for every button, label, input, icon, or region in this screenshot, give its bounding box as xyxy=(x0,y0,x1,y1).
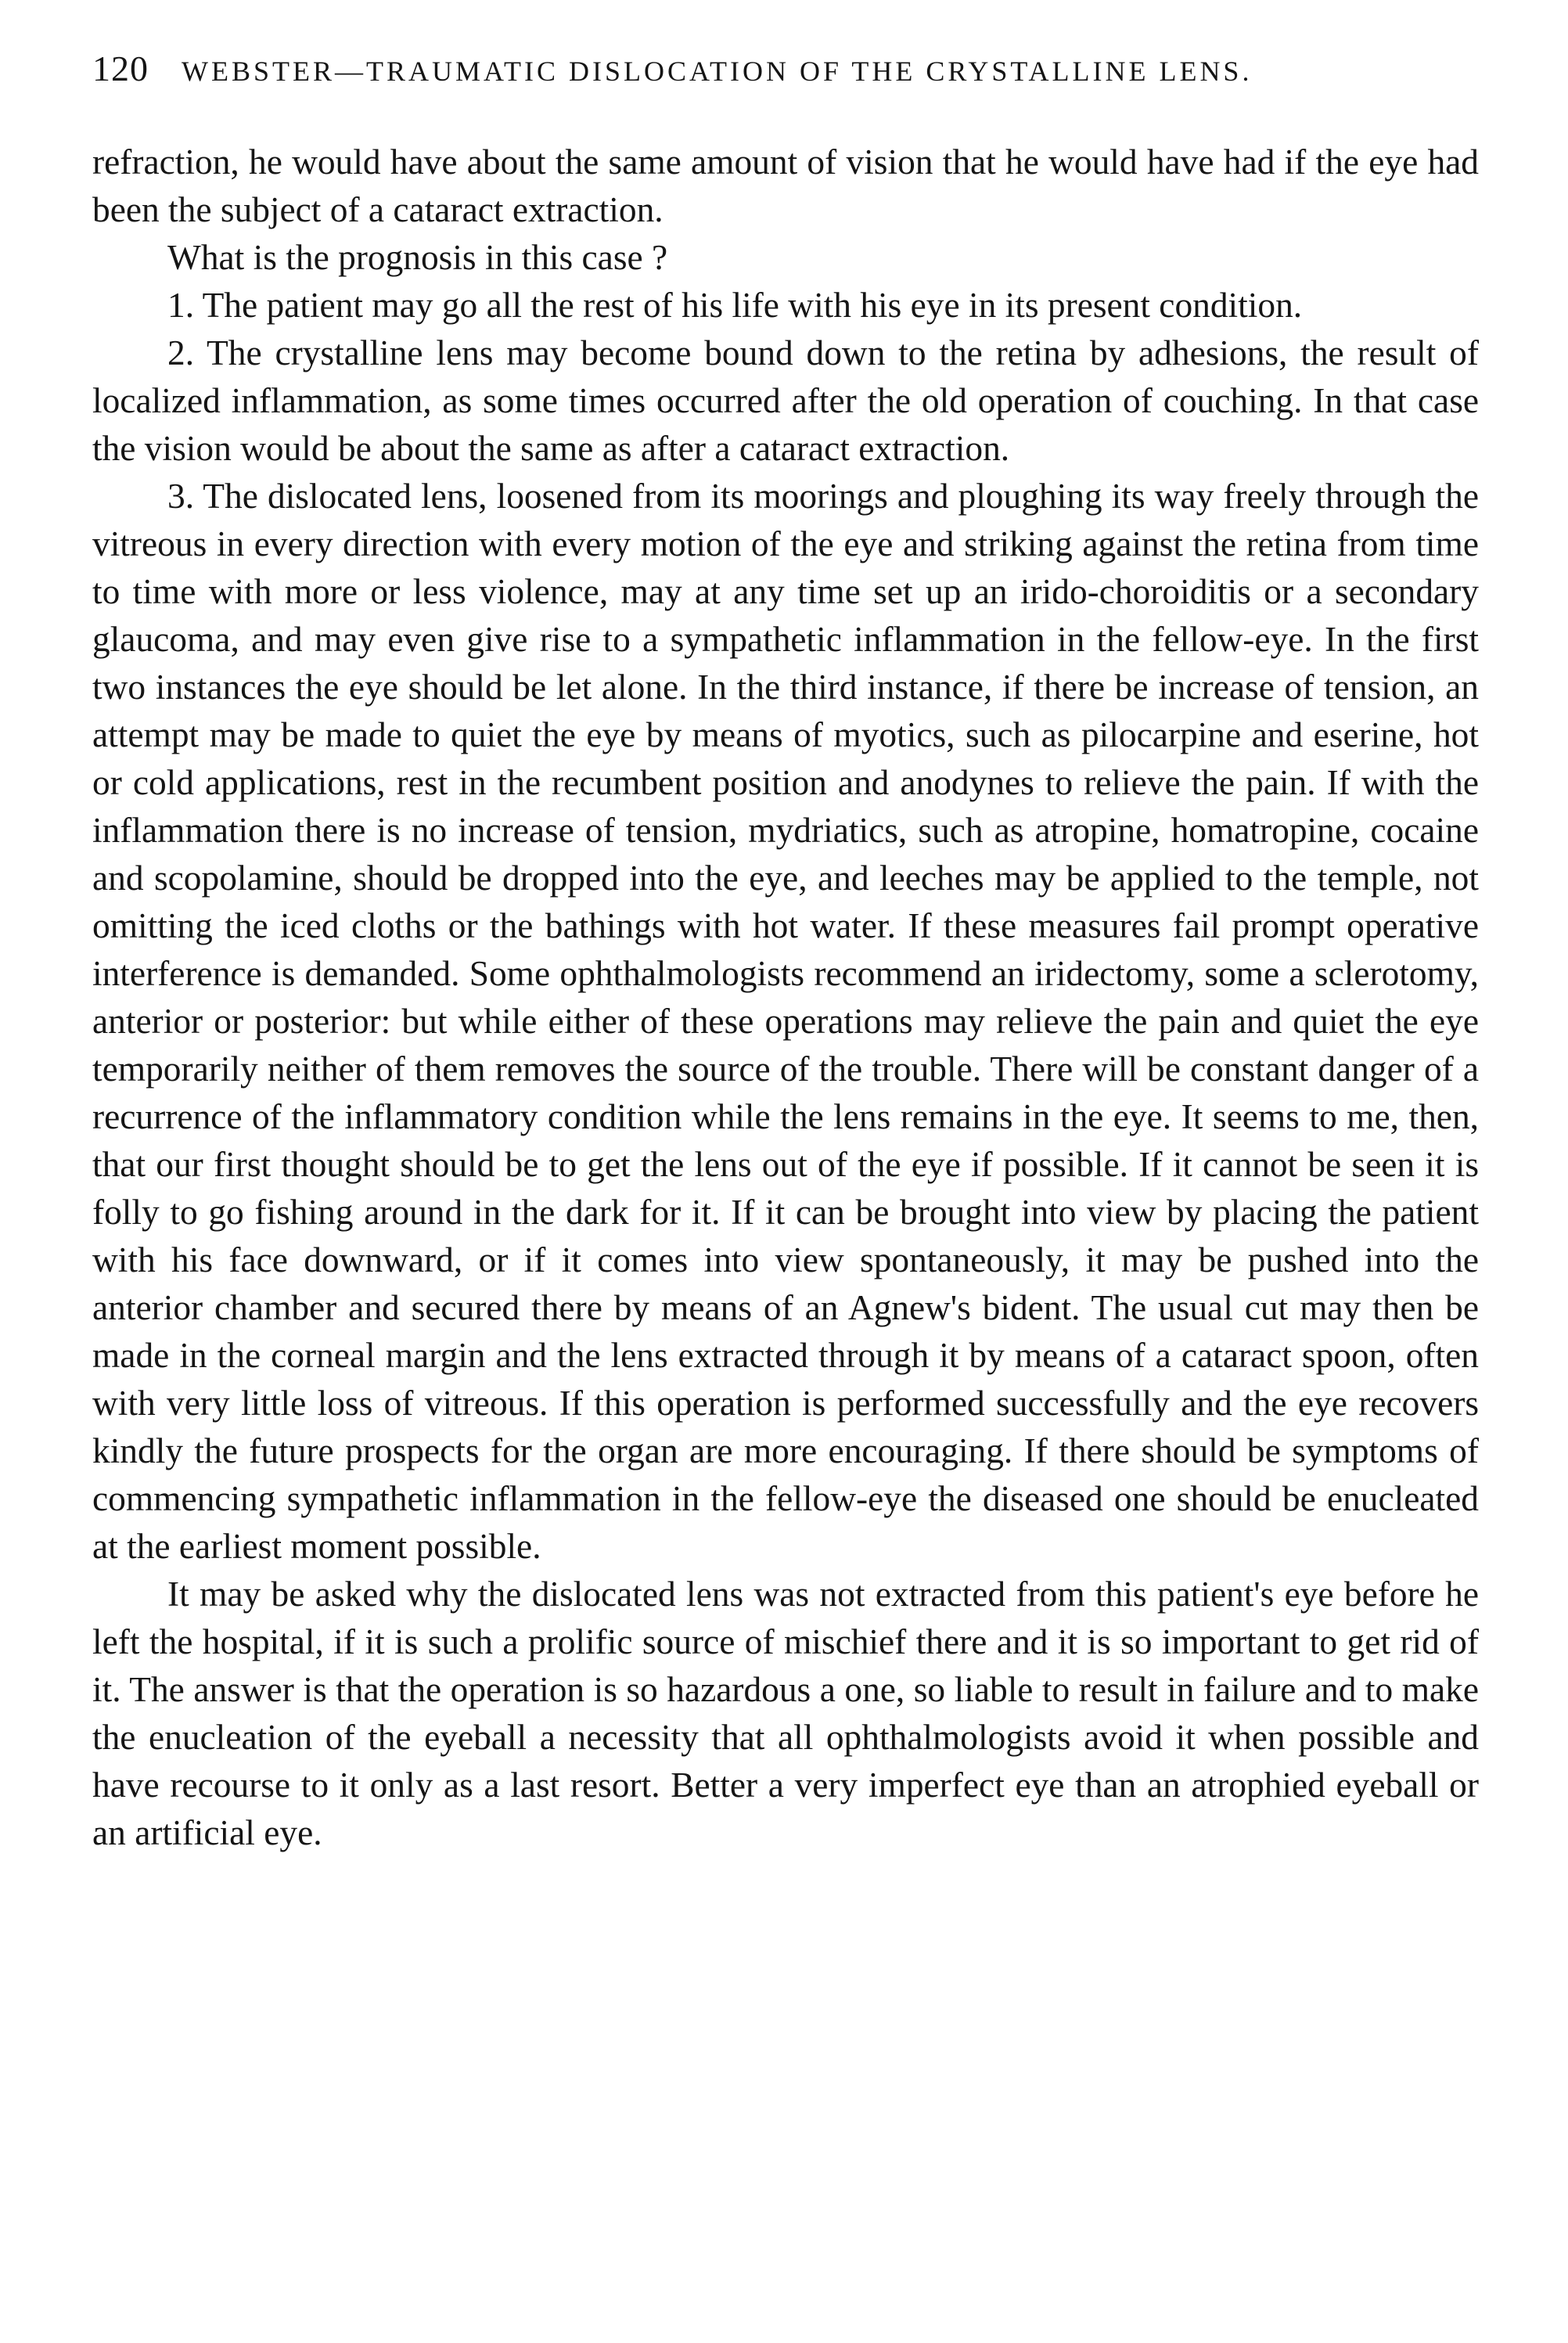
page-number: 120 xyxy=(92,49,149,88)
running-header xyxy=(92,45,1479,95)
paragraph-point-3: 3. The dislocated lens, loosened from its moorings and ploughing its way freely through the vitreous in every direction with every motion of the eye and striking against the retina from time to time with more or less violence, may at any time set up an irido-choroiditis or a secondary glaucoma, and may even give rise to a sympathetic inflammation in the fellow-eye. In the first two instances the eye should be let alone. In the third instance, if there be increase of tension, an attempt may be made to quiet the eye by means of myotics, such as pilocarpine and eserine, hot or cold applications, rest in the recumbent position and anodynes to relieve the pain. If with the inflammation there is no increase of tension, mydriatics, such as atropine, homatropine, cocaine and scopolamine, should be dropped into the eye, and leeches may be applied to the temple, not omitting the iced cloths or the bathings with hot water. If these measures fail prompt operative interference is demanded. Some ophthalmologists recommend an iridectomy, some a sclerotomy, anterior or posterior: but while either of these operations may relieve the pain and quiet the eye temporarily neither of them removes the source of the trouble. There will be constant danger of a recurrence of the inflammatory condition while the lens remains in the eye. It seems to me, then, that our first thought should be to get the lens out of the eye if possible. If it cannot be seen it is folly to go fishing around in the dark for it. If it can be brought into view by placing the patient with his face downward, or if it comes into view spontaneously, it may be pushed into the anterior chamber and secured there by means of an Agnew's bident. The usual cut may then be made in the corneal margin and the lens extracted through it by means of a cataract spoon, often with very little loss of vitreous. If this operation is performed successfully and the eye recovers kindly the future prospects for the organ are more encouraging. If there should be symptoms of commencing sympathetic inflammation in the fellow-eye the diseased one should be enucleated at the earliest moment possible. xyxy=(92,477,1479,1566)
document-page xyxy=(92,45,1479,1857)
paragraph-point-2: 2. The crystalline lens may become bound down to the retina by adhesions, the result of localized inflammation, as some times occurred after the old operation of couching. In that case the vision would be about the same as after a cataract extraction. xyxy=(92,333,1479,468)
paragraph-prognosis-question: What is the prognosis in this case ? xyxy=(167,238,668,277)
running-title: WEBSTER—TRAUMATIC DISLOCATION OF THE CRYSTALLINE LENS. xyxy=(182,56,1253,87)
paragraph-conclusion: It may be asked why the dislocated lens was not extracted from this patient's eye before he left the hospital, if it is such a prolific source of mischief there and it is so important to get rid of it. The answer is that the operation is so hazardous a one, so liable to result in failure and to make the enucleation of the eyeball a necessity that all ophthalmologists avoid it when possible and have recourse to it only as a last resort. Better a very imperfect eye than an atrophied eyeball or an artificial eye. xyxy=(92,1575,1479,1852)
article-body xyxy=(92,139,1479,1857)
paragraph-point-1: 1. The patient may go all the rest of his life with his eye in its present condition. xyxy=(167,286,1303,325)
paragraph-continuation: refraction, he would have about the same amount of vision that he would have had if the eye had been the subject of a cataract extraction. xyxy=(92,142,1479,229)
